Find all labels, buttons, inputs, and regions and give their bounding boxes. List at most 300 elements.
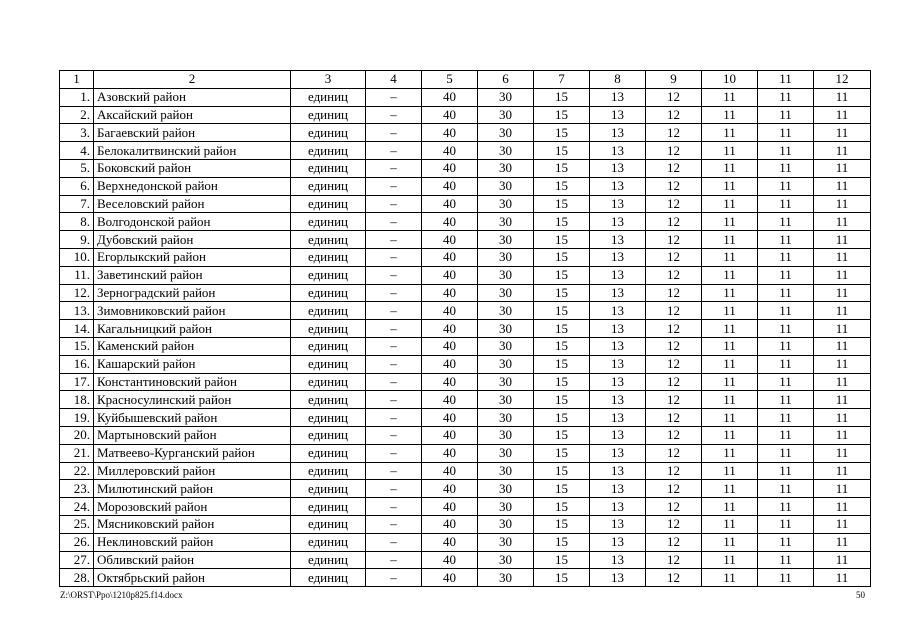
value-cell: 11 [702, 391, 758, 409]
value-cell: 11 [702, 88, 758, 106]
table-row [60, 177, 871, 195]
value-cell: 30 [478, 177, 534, 195]
value-cell: 11 [702, 569, 758, 587]
value-cell: 11 [702, 213, 758, 231]
row-number: 11. [60, 266, 94, 284]
value-cell: 30 [478, 533, 534, 551]
row-number: 24. [60, 498, 94, 516]
district-name: Матвеево-Курганский район [94, 444, 291, 462]
value-cell: 11 [814, 480, 871, 498]
dash-cell: – [366, 409, 422, 427]
value-cell: 13 [590, 266, 646, 284]
value-cell: 30 [478, 106, 534, 124]
district-name: Кашарский район [94, 355, 291, 373]
value-cell: 11 [702, 266, 758, 284]
value-cell: 11 [702, 302, 758, 320]
dash-cell: – [366, 88, 422, 106]
row-number: 19. [60, 409, 94, 427]
table-row [60, 337, 871, 355]
row-number: 9. [60, 231, 94, 249]
value-cell: 11 [758, 515, 814, 533]
value-cell: 11 [758, 266, 814, 284]
value-cell: 11 [758, 444, 814, 462]
value-cell: 11 [758, 337, 814, 355]
value-cell: 15 [534, 391, 590, 409]
value-cell: 40 [422, 302, 478, 320]
value-cell: 13 [590, 177, 646, 195]
value-cell: 40 [422, 444, 478, 462]
value-cell: 11 [814, 159, 871, 177]
value-cell: 30 [478, 124, 534, 142]
dash-cell: – [366, 533, 422, 551]
value-cell: 40 [422, 391, 478, 409]
row-number: 8. [60, 213, 94, 231]
value-cell: 13 [590, 373, 646, 391]
district-name: Егорлыкский район [94, 248, 291, 266]
value-cell: 30 [478, 426, 534, 444]
row-number: 16. [60, 355, 94, 373]
value-cell: 15 [534, 551, 590, 569]
table-body [60, 88, 871, 586]
value-cell: 11 [758, 248, 814, 266]
table-header-row [60, 71, 871, 89]
value-cell: 15 [534, 533, 590, 551]
row-number: 18. [60, 391, 94, 409]
unit-cell: единиц [291, 159, 366, 177]
dash-cell: – [366, 444, 422, 462]
table-row [60, 142, 871, 160]
value-cell: 40 [422, 231, 478, 249]
value-cell: 11 [758, 498, 814, 516]
value-cell: 40 [422, 480, 478, 498]
value-cell: 40 [422, 409, 478, 427]
dash-cell: – [366, 355, 422, 373]
value-cell: 40 [422, 462, 478, 480]
value-cell: 13 [590, 391, 646, 409]
value-cell: 11 [758, 284, 814, 302]
value-cell: 12 [646, 106, 702, 124]
dash-cell: – [366, 302, 422, 320]
unit-cell: единиц [291, 533, 366, 551]
value-cell: 13 [590, 159, 646, 177]
value-cell: 13 [590, 248, 646, 266]
unit-cell: единиц [291, 515, 366, 533]
value-cell: 30 [478, 569, 534, 587]
value-cell: 30 [478, 88, 534, 106]
dash-cell: – [366, 124, 422, 142]
table-row [60, 551, 871, 569]
row-number: 7. [60, 195, 94, 213]
value-cell: 15 [534, 248, 590, 266]
value-cell: 12 [646, 551, 702, 569]
unit-cell: единиц [291, 231, 366, 249]
column-header: 6 [478, 71, 534, 89]
value-cell: 11 [758, 409, 814, 427]
value-cell: 40 [422, 515, 478, 533]
value-cell: 40 [422, 426, 478, 444]
table-row [60, 302, 871, 320]
district-name: Октябрьский район [94, 569, 291, 587]
table-row [60, 213, 871, 231]
value-cell: 30 [478, 320, 534, 338]
table-row [60, 88, 871, 106]
district-name: Милютинский район [94, 480, 291, 498]
value-cell: 13 [590, 213, 646, 231]
value-cell: 15 [534, 444, 590, 462]
value-cell: 12 [646, 498, 702, 516]
value-cell: 11 [702, 159, 758, 177]
row-number: 3. [60, 124, 94, 142]
value-cell: 15 [534, 266, 590, 284]
value-cell: 15 [534, 355, 590, 373]
table-row [60, 480, 871, 498]
value-cell: 13 [590, 320, 646, 338]
value-cell: 13 [590, 533, 646, 551]
value-cell: 30 [478, 480, 534, 498]
dash-cell: – [366, 462, 422, 480]
table-row [60, 391, 871, 409]
value-cell: 30 [478, 248, 534, 266]
value-cell: 12 [646, 177, 702, 195]
value-cell: 15 [534, 462, 590, 480]
unit-cell: единиц [291, 106, 366, 124]
value-cell: 11 [814, 409, 871, 427]
value-cell: 15 [534, 231, 590, 249]
column-header: 11 [758, 71, 814, 89]
table-row [60, 409, 871, 427]
value-cell: 11 [814, 88, 871, 106]
value-cell: 11 [702, 320, 758, 338]
value-cell: 11 [814, 302, 871, 320]
district-name: Зимовниковский район [94, 302, 291, 320]
value-cell: 13 [590, 480, 646, 498]
value-cell: 11 [758, 177, 814, 195]
value-cell: 11 [758, 159, 814, 177]
district-name: Белокалитвинский район [94, 142, 291, 160]
dash-cell: – [366, 569, 422, 587]
dash-cell: – [366, 337, 422, 355]
unit-cell: единиц [291, 355, 366, 373]
dash-cell: – [366, 266, 422, 284]
district-name: Зерноградский район [94, 284, 291, 302]
value-cell: 30 [478, 462, 534, 480]
district-name: Морозовский район [94, 498, 291, 516]
value-cell: 11 [814, 177, 871, 195]
value-cell: 12 [646, 355, 702, 373]
value-cell: 12 [646, 373, 702, 391]
value-cell: 12 [646, 213, 702, 231]
value-cell: 40 [422, 88, 478, 106]
dash-cell: – [366, 515, 422, 533]
value-cell: 13 [590, 355, 646, 373]
unit-cell: единиц [291, 195, 366, 213]
value-cell: 11 [814, 142, 871, 160]
row-number: 2. [60, 106, 94, 124]
value-cell: 15 [534, 373, 590, 391]
dash-cell: – [366, 320, 422, 338]
value-cell: 12 [646, 409, 702, 427]
row-number: 10. [60, 248, 94, 266]
table-row [60, 515, 871, 533]
row-number: 28. [60, 569, 94, 587]
value-cell: 12 [646, 462, 702, 480]
value-cell: 15 [534, 302, 590, 320]
value-cell: 11 [814, 320, 871, 338]
value-cell: 11 [758, 213, 814, 231]
value-cell: 12 [646, 426, 702, 444]
column-header: 4 [366, 71, 422, 89]
value-cell: 11 [814, 266, 871, 284]
value-cell: 11 [702, 498, 758, 516]
district-name: Каменский район [94, 337, 291, 355]
value-cell: 11 [814, 337, 871, 355]
value-cell: 13 [590, 426, 646, 444]
row-number: 17. [60, 373, 94, 391]
value-cell: 12 [646, 231, 702, 249]
value-cell: 30 [478, 515, 534, 533]
value-cell: 11 [814, 195, 871, 213]
table-row [60, 355, 871, 373]
row-number: 5. [60, 159, 94, 177]
value-cell: 11 [758, 106, 814, 124]
value-cell: 30 [478, 195, 534, 213]
value-cell: 11 [814, 533, 871, 551]
row-number: 13. [60, 302, 94, 320]
value-cell: 30 [478, 159, 534, 177]
value-cell: 30 [478, 498, 534, 516]
value-cell: 11 [758, 533, 814, 551]
value-cell: 30 [478, 391, 534, 409]
value-cell: 11 [758, 142, 814, 160]
row-number: 26. [60, 533, 94, 551]
value-cell: 12 [646, 248, 702, 266]
value-cell: 13 [590, 195, 646, 213]
unit-cell: единиц [291, 391, 366, 409]
value-cell: 11 [814, 569, 871, 587]
table-row [60, 248, 871, 266]
table-row [60, 106, 871, 124]
value-cell: 11 [702, 177, 758, 195]
value-cell: 13 [590, 106, 646, 124]
value-cell: 13 [590, 462, 646, 480]
footer-page-number: 50 [856, 590, 865, 600]
district-name: Волгодонской район [94, 213, 291, 231]
column-header: 8 [590, 71, 646, 89]
unit-cell: единиц [291, 213, 366, 231]
table-row [60, 462, 871, 480]
value-cell: 11 [758, 391, 814, 409]
value-cell: 11 [814, 444, 871, 462]
district-name: Кагальницкий район [94, 320, 291, 338]
value-cell: 40 [422, 569, 478, 587]
district-name: Азовский район [94, 88, 291, 106]
footer-file-path: Z:\ORST\Ppo\1210p825.f14.docx [60, 590, 183, 600]
value-cell: 12 [646, 124, 702, 142]
table-row [60, 231, 871, 249]
value-cell: 12 [646, 284, 702, 302]
value-cell: 30 [478, 231, 534, 249]
value-cell: 30 [478, 373, 534, 391]
value-cell: 15 [534, 409, 590, 427]
value-cell: 40 [422, 248, 478, 266]
value-cell: 40 [422, 177, 478, 195]
district-name: Багаевский район [94, 124, 291, 142]
value-cell: 40 [422, 320, 478, 338]
value-cell: 30 [478, 409, 534, 427]
dash-cell: – [366, 391, 422, 409]
value-cell: 13 [590, 124, 646, 142]
value-cell: 11 [758, 231, 814, 249]
value-cell: 15 [534, 88, 590, 106]
value-cell: 12 [646, 569, 702, 587]
value-cell: 11 [814, 355, 871, 373]
district-name: Куйбышевский район [94, 409, 291, 427]
value-cell: 13 [590, 231, 646, 249]
row-number: 1. [60, 88, 94, 106]
value-cell: 15 [534, 426, 590, 444]
column-header: 3 [291, 71, 366, 89]
column-header: 9 [646, 71, 702, 89]
value-cell: 15 [534, 515, 590, 533]
table-row [60, 498, 871, 516]
value-cell: 11 [702, 426, 758, 444]
dash-cell: – [366, 159, 422, 177]
value-cell: 40 [422, 551, 478, 569]
value-cell: 11 [758, 569, 814, 587]
value-cell: 11 [702, 551, 758, 569]
district-name: Константиновский район [94, 373, 291, 391]
column-header: 5 [422, 71, 478, 89]
column-header: 1 [60, 71, 94, 89]
districts-table [59, 70, 871, 587]
district-name: Заветинский район [94, 266, 291, 284]
value-cell: 40 [422, 195, 478, 213]
row-number: 21. [60, 444, 94, 462]
value-cell: 11 [814, 213, 871, 231]
row-number: 20. [60, 426, 94, 444]
dash-cell: – [366, 231, 422, 249]
value-cell: 11 [702, 248, 758, 266]
value-cell: 11 [702, 106, 758, 124]
table-row [60, 159, 871, 177]
value-cell: 30 [478, 302, 534, 320]
value-cell: 11 [702, 195, 758, 213]
dash-cell: – [366, 195, 422, 213]
column-header: 7 [534, 71, 590, 89]
dash-cell: – [366, 373, 422, 391]
unit-cell: единиц [291, 426, 366, 444]
value-cell: 11 [702, 142, 758, 160]
value-cell: 15 [534, 195, 590, 213]
value-cell: 40 [422, 266, 478, 284]
value-cell: 11 [702, 373, 758, 391]
row-number: 23. [60, 480, 94, 498]
value-cell: 11 [814, 124, 871, 142]
unit-cell: единиц [291, 142, 366, 160]
value-cell: 12 [646, 88, 702, 106]
value-cell: 11 [814, 462, 871, 480]
unit-cell: единиц [291, 88, 366, 106]
value-cell: 12 [646, 533, 702, 551]
dash-cell: – [366, 426, 422, 444]
unit-cell: единиц [291, 248, 366, 266]
value-cell: 11 [702, 337, 758, 355]
district-name: Аксайский район [94, 106, 291, 124]
value-cell: 40 [422, 355, 478, 373]
value-cell: 40 [422, 498, 478, 516]
value-cell: 11 [758, 551, 814, 569]
value-cell: 11 [814, 391, 871, 409]
unit-cell: единиц [291, 462, 366, 480]
value-cell: 15 [534, 213, 590, 231]
unit-cell: единиц [291, 444, 366, 462]
value-cell: 30 [478, 142, 534, 160]
value-cell: 12 [646, 142, 702, 160]
value-cell: 30 [478, 444, 534, 462]
value-cell: 11 [702, 515, 758, 533]
unit-cell: единиц [291, 284, 366, 302]
unit-cell: единиц [291, 373, 366, 391]
value-cell: 11 [814, 551, 871, 569]
table-row [60, 444, 871, 462]
value-cell: 12 [646, 480, 702, 498]
value-cell: 11 [758, 373, 814, 391]
value-cell: 11 [814, 426, 871, 444]
value-cell: 11 [702, 284, 758, 302]
district-name: Неклиновский район [94, 533, 291, 551]
unit-cell: единиц [291, 124, 366, 142]
row-number: 25. [60, 515, 94, 533]
dash-cell: – [366, 480, 422, 498]
dash-cell: – [366, 248, 422, 266]
column-header: 12 [814, 71, 871, 89]
district-name: Мартыновский район [94, 426, 291, 444]
unit-cell: единиц [291, 551, 366, 569]
value-cell: 11 [758, 195, 814, 213]
column-header: 2 [94, 71, 291, 89]
district-name: Боковский район [94, 159, 291, 177]
row-number: 4. [60, 142, 94, 160]
value-cell: 11 [814, 284, 871, 302]
value-cell: 11 [814, 373, 871, 391]
value-cell: 13 [590, 551, 646, 569]
value-cell: 40 [422, 284, 478, 302]
value-cell: 11 [814, 515, 871, 533]
table-row [60, 266, 871, 284]
value-cell: 15 [534, 337, 590, 355]
value-cell: 11 [758, 462, 814, 480]
value-cell: 11 [758, 302, 814, 320]
district-name: Обливский район [94, 551, 291, 569]
value-cell: 11 [702, 231, 758, 249]
value-cell: 11 [814, 231, 871, 249]
dash-cell: – [366, 177, 422, 195]
value-cell: 15 [534, 569, 590, 587]
unit-cell: единиц [291, 569, 366, 587]
district-name: Красносулинский район [94, 391, 291, 409]
value-cell: 12 [646, 266, 702, 284]
value-cell: 15 [534, 498, 590, 516]
value-cell: 11 [758, 124, 814, 142]
value-cell: 13 [590, 302, 646, 320]
dash-cell: – [366, 106, 422, 124]
value-cell: 13 [590, 142, 646, 160]
value-cell: 15 [534, 159, 590, 177]
value-cell: 11 [702, 462, 758, 480]
dash-cell: – [366, 142, 422, 160]
value-cell: 11 [814, 498, 871, 516]
district-name: Дубовский район [94, 231, 291, 249]
